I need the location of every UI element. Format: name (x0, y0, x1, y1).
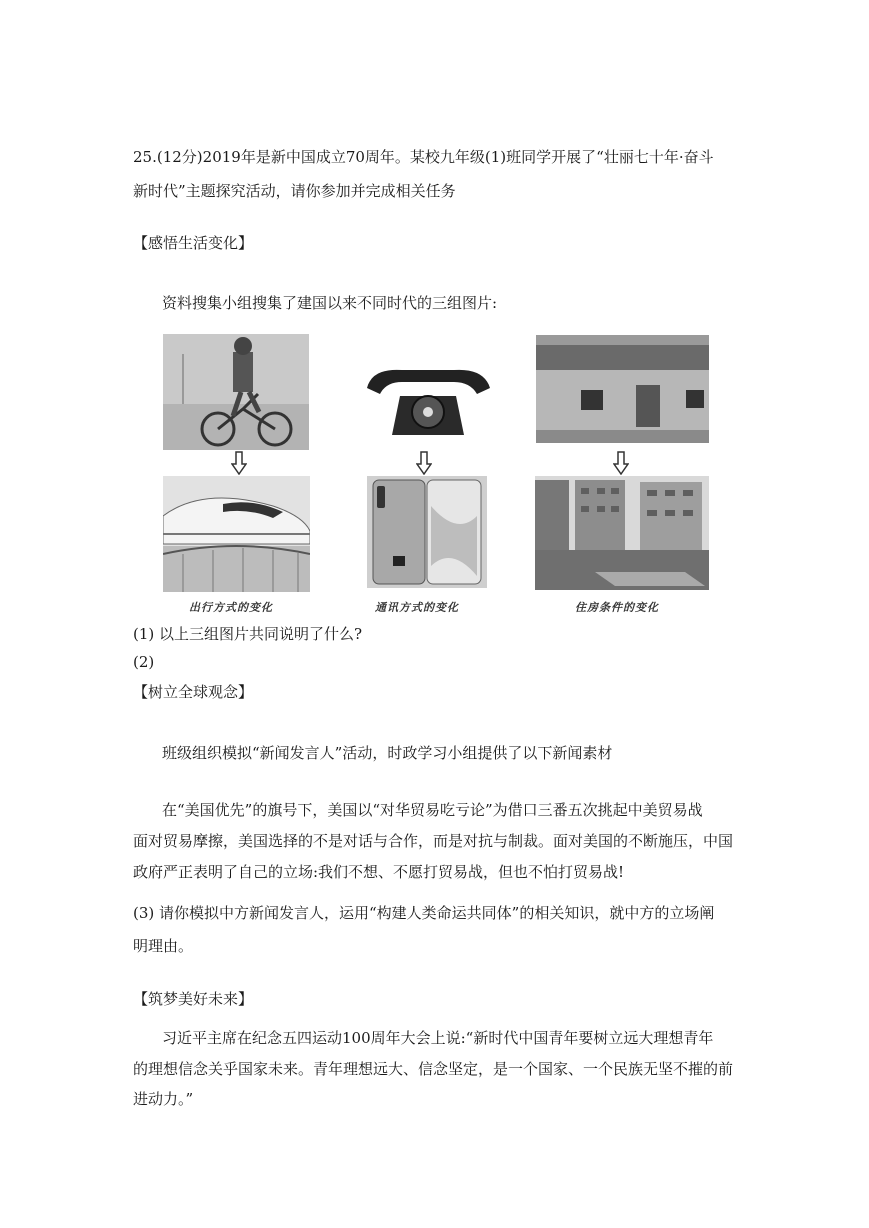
question-2: (2) (133, 653, 155, 671)
section1-heading: 【感悟生活变化】 (133, 234, 254, 252)
section2-heading: 【树立全球观念】 (133, 683, 254, 701)
section2-intro: 班级组织模拟“新闻发言人”活动，时政学习小组提供了以下新闻素材 (162, 744, 613, 762)
question-line-1: 25.(12分)2019年是新中国成立70周年。某校九年级(1)班同学开展了“壮丽七十年·奋斗 (133, 148, 714, 166)
news-material-line-3: 政府严正表明了自己的立场:我们不想、不愿打贸易战，但也不怕打贸易战! (133, 863, 625, 881)
photo-high-speed-train (163, 476, 310, 592)
photo-old-house (536, 335, 709, 443)
question-3-line-1: (3) 请你模拟中方新闻发言人，运用“构建人类命运共同体”的相关知识，就中方的立场阐 (133, 904, 715, 922)
photo-smartphone (367, 476, 487, 588)
caption-housing: 住房条件的变化 (575, 601, 659, 614)
down-arrow-icon (613, 451, 629, 475)
quote-line-3: 进动力。” (133, 1090, 194, 1108)
down-arrow-icon (416, 451, 432, 475)
photo-rotary-phone (362, 360, 494, 440)
section3-heading: 【筑梦美好未来】 (133, 990, 254, 1008)
news-material-line-2: 面对贸易摩擦，美国选择的不是对话与合作，而是对抗与制裁。面对美国的不断施压，中国 (133, 832, 734, 850)
down-arrow-icon (231, 451, 247, 475)
question-1: (1) 以上三组图片共同说明了什么? (133, 625, 363, 643)
question-3-line-2: 明理由。 (133, 937, 194, 955)
photo-bicycle (163, 334, 309, 450)
photo-modern-apartments (535, 476, 709, 590)
quote-line-2: 的理想信念关乎国家未来。青年理想远大、信念坚定，是一个国家、一个民族无坚不摧的前 (133, 1060, 734, 1078)
quote-line-1: 习近平主席在纪念五四运动100周年大会上说:“新时代中国青年要树立远大理想青年 (162, 1029, 714, 1047)
caption-travel: 出行方式的变化 (189, 601, 273, 614)
news-material-line-1: 在“美国优先”的旗号下，美国以“对华贸易吃亏论”为借口三番五次挑起中美贸易战 (162, 801, 703, 819)
question-line-2: 新时代”主题探究活动，请你参加并完成相关任务 (133, 182, 456, 200)
section1-intro: 资料搜集小组搜集了建国以来不同时代的三组图片: (162, 294, 498, 312)
caption-communication: 通讯方式的变化 (375, 601, 459, 614)
